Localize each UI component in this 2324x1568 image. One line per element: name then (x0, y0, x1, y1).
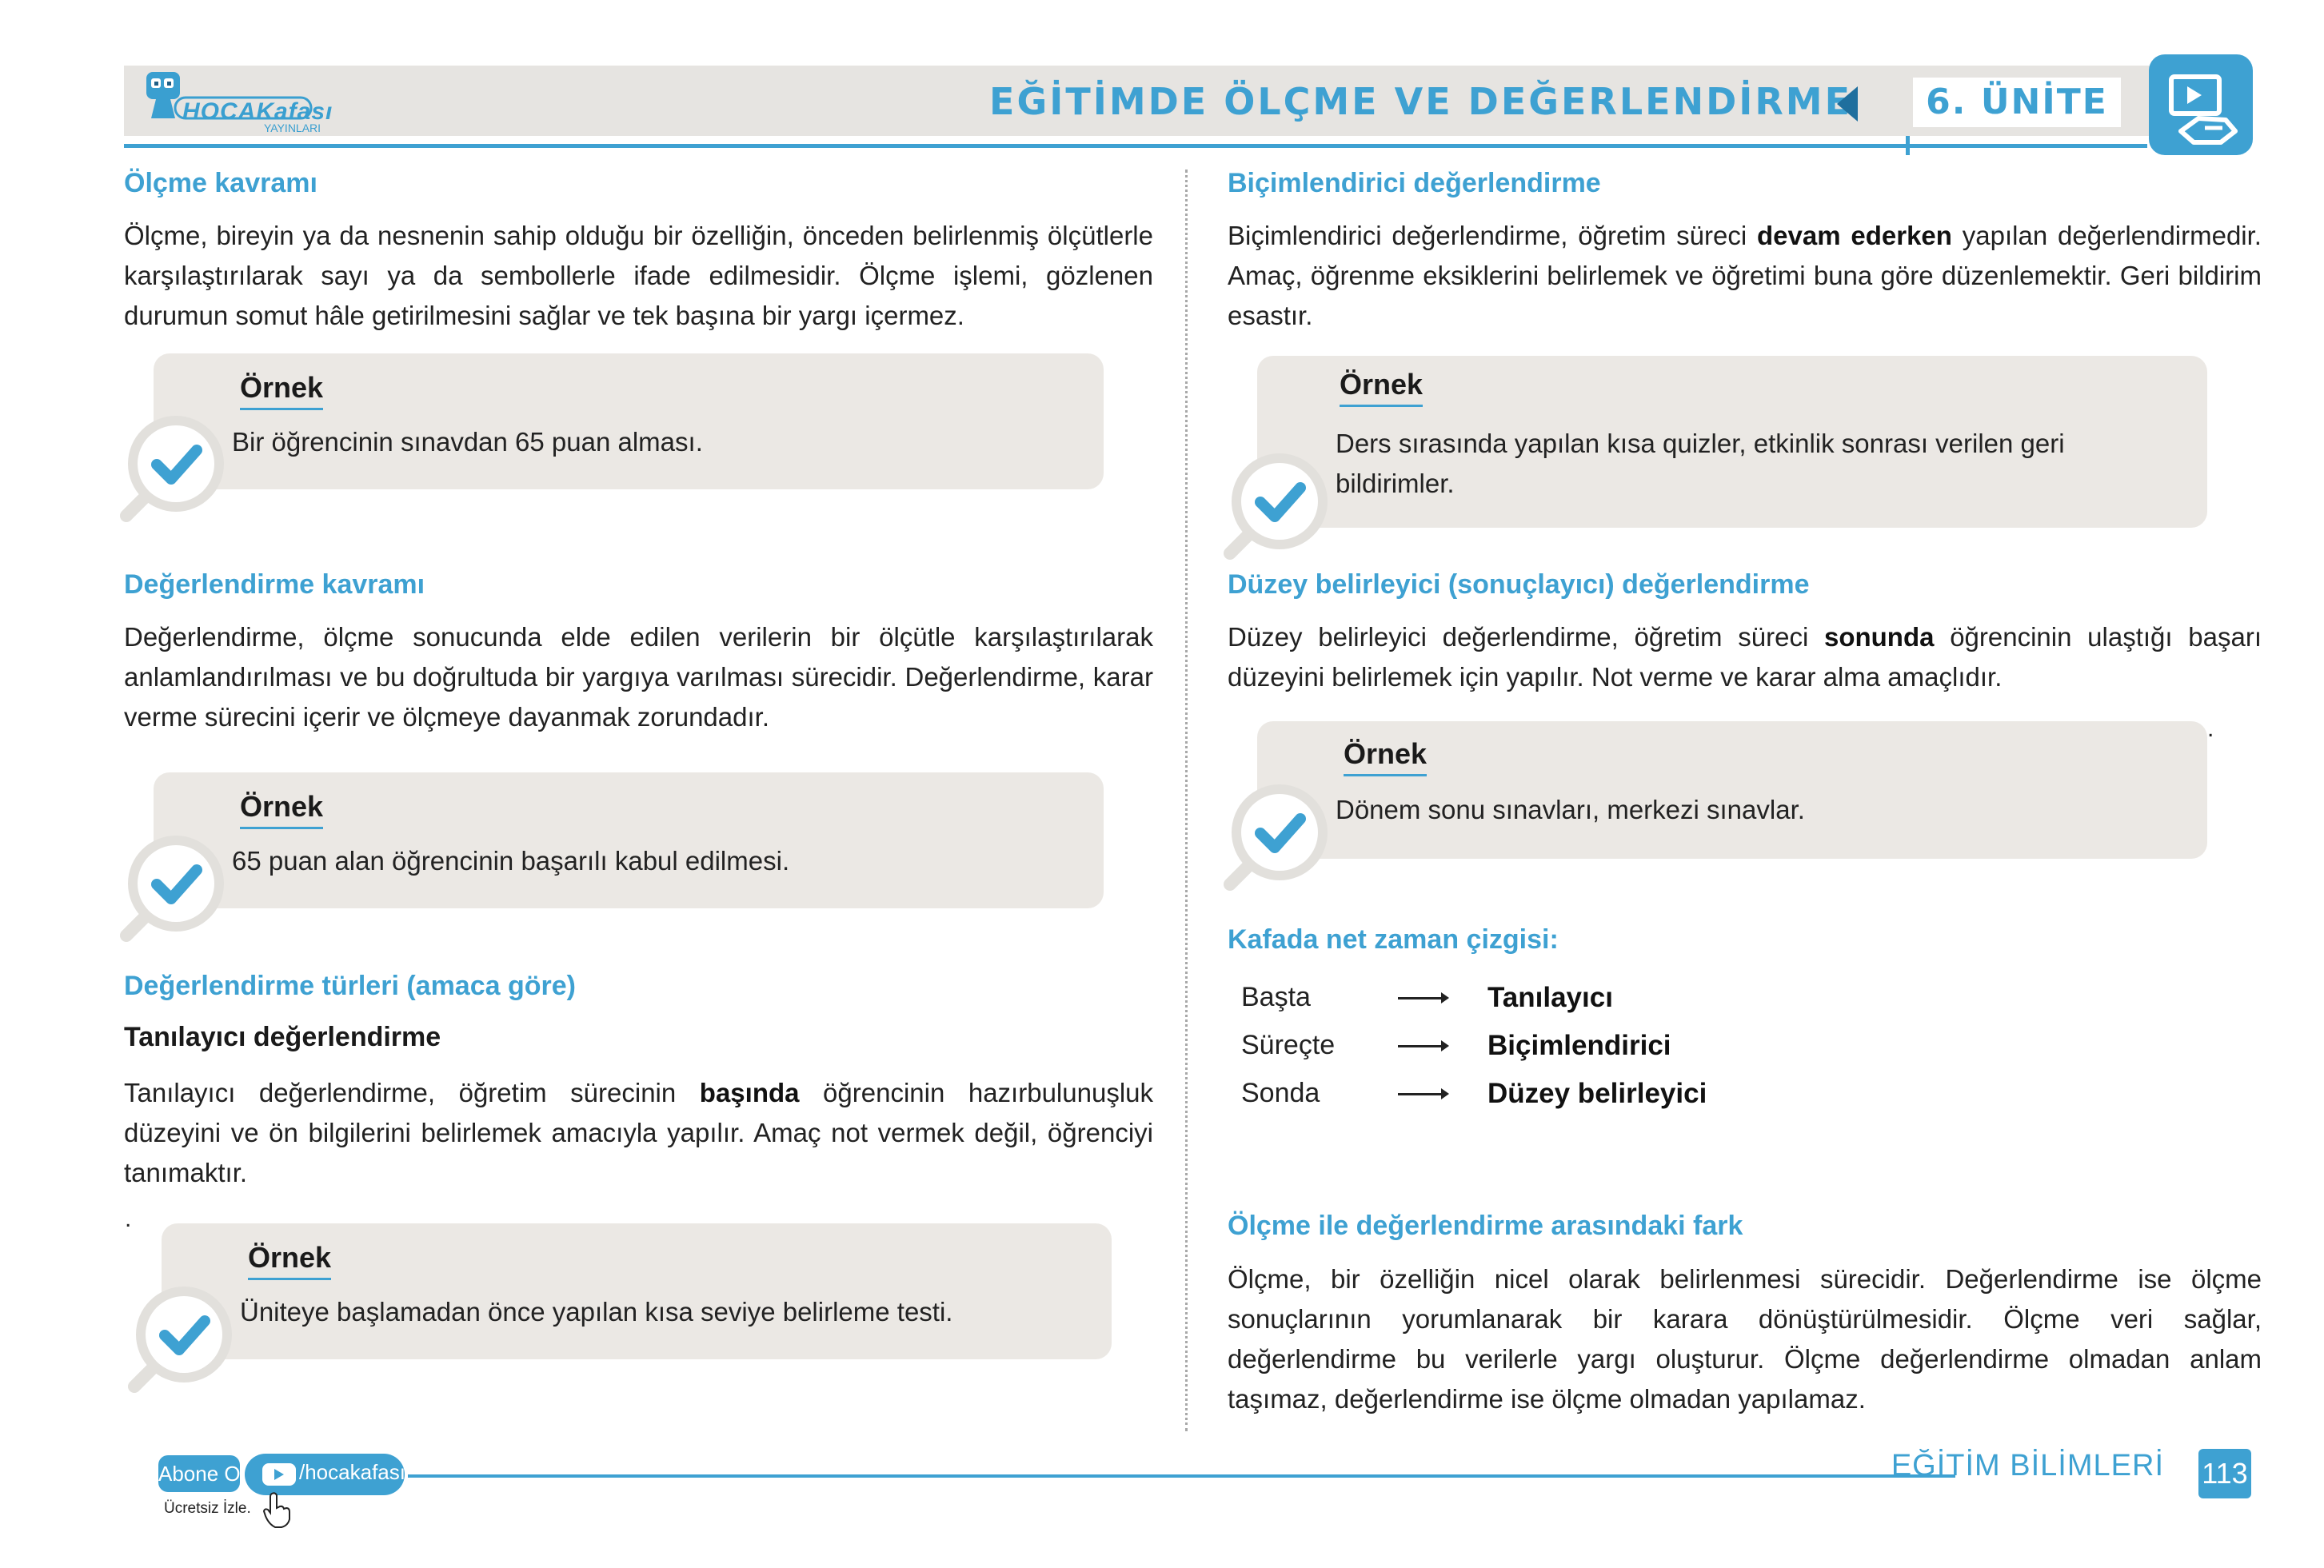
example-title: Örnek (248, 1241, 331, 1280)
subscribe-button[interactable]: Abone Ol (158, 1455, 240, 1492)
section-heading-turler: Değerlendirme türleri (amaca göre) (124, 971, 576, 1001)
section-text-fark: Ölçme, bir özelliğin nicel olarak belirlenmesi sürecidir. Değerlendirme ise ölçme sonuçlarının yorumlanarak bir karara dönüştürülmesidir. Ölçme veri sağlar, değerlendirme bu verilerle yargı oluşturur. Ölçme değerlendirme olmadan anlam taşımaz, değerlendirme ise ölçme olmadan yapılamaz. (1228, 1264, 2262, 1414)
example-title: Örnek (1340, 368, 1423, 407)
section-text-tanilayici: Tanılayıcı değerlendirme, öğretim sürecinin başında öğrencinin hazırbulunuşluk düzeyini ve ön bilgilerini belirlemek amacıyla yapılır. Amaç not vermek değil, öğrenciyi tanımaktır. (124, 1078, 1153, 1187)
stray-dot: . (125, 1206, 132, 1232)
example-text-1: Bir öğrencinin sınavdan 65 puan alması. (232, 427, 703, 457)
magnifier-check-icon (1222, 441, 1342, 561)
logo-text: HOCAKafası (182, 98, 333, 125)
subheading-tanilayici: Tanılayıcı değerlendirme (124, 1022, 441, 1052)
example-title: Örnek (240, 371, 323, 410)
header-rule (124, 144, 2147, 148)
footer-rule (408, 1474, 1955, 1478)
logo-subtitle: YAYINLARI (264, 122, 321, 134)
example-title: Örnek (1344, 737, 1427, 776)
youtube-channel-name: /hocakafası (299, 1460, 405, 1484)
section-text-bicimlendirici: Biçimlendirici değerlendirme, öğretim süreci devam ederken yapılan değerlendirmedir. Amaç, öğrenme eksiklerini belirlemek ve öğretimi buna göre düzenlemektir. Geri bildirim esastır. (1228, 221, 2262, 330)
example-title: Örnek (240, 790, 323, 829)
unit-label: 6. ÜNİTE (1913, 78, 2121, 127)
timeline-type: Düzey belirleyici (1487, 1078, 1707, 1109)
back-arrow-icon (1837, 86, 1858, 122)
timeline-when: Süreçte (1241, 1030, 1336, 1060)
free-watch-label: Ücretsiz İzle. (164, 1500, 251, 1517)
timeline-when: Başta (1241, 982, 1311, 1012)
section-text-degerlendirme: Değerlendirme, ölçme sonucunda elde edilen verilerin bir ölçütle karşılaştırılarak anlamlandırılması ve bu doğrultuda bir yargıya varılması sürecidir. Değerlendirme, karar verme sürecini içerir ve ölçmeye dayanmak zorundadır. (124, 622, 1153, 732)
magnifier-check-icon (126, 1275, 246, 1394)
subject-label: EĞİTİM BİLİMLERİ (1891, 1449, 2164, 1482)
section-heading-duzey: Düzey belirleyici (sonuçlayıcı) değerlendirme (1228, 569, 1810, 600)
magnifier-check-icon (118, 404, 238, 524)
stray-dot: . (2207, 716, 2214, 742)
screen-hand-icon (2149, 54, 2253, 155)
right-arrow-icon (1398, 1045, 1446, 1047)
corner-tab (2149, 54, 2253, 155)
section-heading-degerlendirme: Değerlendirme kavramı (124, 569, 425, 600)
example-text-5: Dönem sonu sınavları, merkezi sınavlar. (1336, 795, 1805, 824)
timeline-type: Tanılayıcı (1487, 982, 1613, 1013)
header-rule-tick (1906, 136, 1910, 155)
example-text-4: Ders sırasında yapılan kısa quizler, etkinlik sonrası verilen geri bildirimler. (1336, 429, 2065, 498)
right-arrow-icon (1398, 1093, 1446, 1095)
column-divider (1185, 170, 1188, 1431)
magnifier-check-icon (118, 824, 238, 944)
section-heading-olcme: Ölçme kavramı (124, 168, 317, 198)
page-title: EĞİTİMDE ÖLÇME VE DEĞERLENDİRME (989, 80, 1852, 123)
timeline-when: Sonda (1241, 1078, 1320, 1108)
right-arrow-icon (1398, 997, 1446, 999)
example-text-2: 65 puan alan öğrencinin başarılı kabul edilmesi. (232, 846, 790, 876)
pointer-hand-icon (261, 1490, 293, 1529)
timeline-type: Biçimlendirici (1487, 1030, 1671, 1061)
section-text-olcme: Ölçme, bireyin ya da nesnenin sahip olduğu bir özelliğin, önceden belirlenmiş ölçütlerle karşılaştırılarak sayı ya da sembollerle ifade edilmesidir. Ölçme işlemi, gözlenen durumun somut hâle getirilmesini sağlar ve tek başına bir yargı içermez. (124, 221, 1153, 330)
page-number: 113 (2198, 1449, 2251, 1498)
section-heading-zaman-cizgisi: Kafada net zaman çizgisi: (1228, 924, 1559, 955)
youtube-play-icon (262, 1463, 296, 1486)
example-text-3: Üniteye başlamadan önce yapılan kısa seviye belirleme testi. (240, 1297, 953, 1327)
section-text-duzey: Düzey belirleyici değerlendirme, öğretim süreci sonunda öğrencinin ulaştığı başarı düzeyini belirlemek için yapılır. Not verme ve karar alma amaçlıdır. (1228, 622, 2262, 692)
section-heading-bicimlendirici: Biçimlendirici değerlendirme (1228, 168, 1601, 198)
magnifier-check-icon (1222, 772, 1342, 892)
section-heading-fark: Ölçme ile değerlendirme arasındaki fark (1228, 1211, 1743, 1241)
